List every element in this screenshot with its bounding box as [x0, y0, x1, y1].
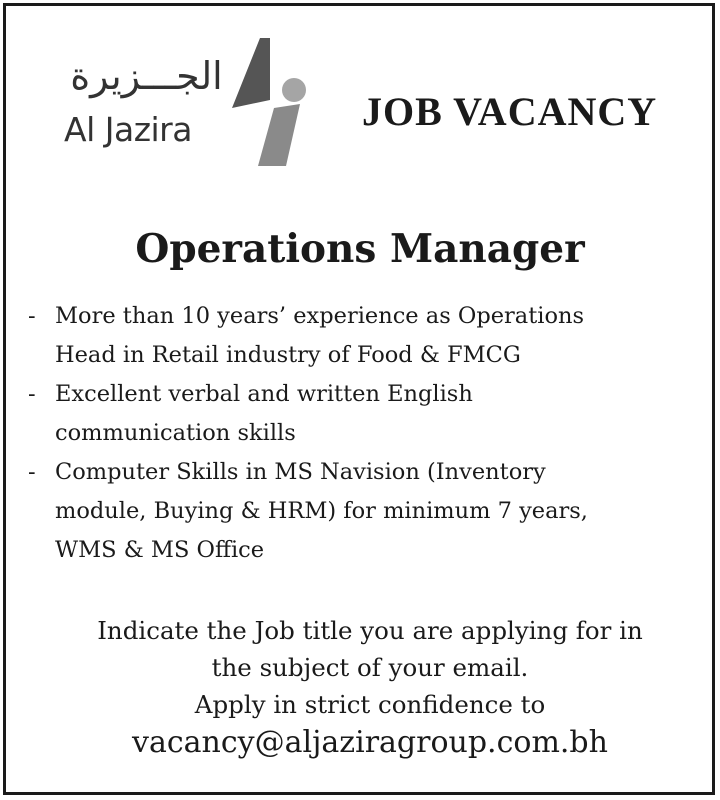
bullet-dash: -: [28, 381, 36, 407]
logo-mark-icon: [230, 38, 312, 168]
apply-line: Apply in strict confidence to: [194, 690, 546, 719]
logo-arabic-text: الجـــزيرة: [70, 54, 223, 98]
requirement-line: Excellent verbal and written English: [55, 381, 473, 407]
job-vacancy-title: JOB VACANCY: [362, 89, 658, 134]
apply-line: Indicate the Job title you are applying for in: [97, 616, 643, 645]
requirement-item: [28, 297, 688, 375]
requirements-list: [28, 297, 688, 570]
logo-latin-text: Al Jazira: [64, 110, 192, 149]
contact-email[interactable]: vacancy@aljaziragroup.com.bh: [132, 725, 608, 760]
apply-line: the subject of your email.: [211, 653, 529, 682]
bullet-dash: -: [28, 459, 36, 485]
requirement-line: communication skills: [55, 420, 296, 446]
requirement-line: More than 10 years’ experience as Operations: [55, 303, 585, 329]
apply-instructions: [0, 612, 720, 723]
bullet-dash: -: [28, 303, 36, 329]
requirement-line: module, Buying & HRM) for minimum 7 years,: [55, 498, 588, 524]
requirement-line: Computer Skills in MS Navision (Inventory: [55, 459, 546, 485]
position-title: Operations Manager: [135, 226, 585, 272]
requirement-line: Head in Retail industry of Food & FMCG: [55, 342, 521, 368]
al-jazira-logo: [62, 38, 312, 168]
requirement-item: [28, 453, 688, 570]
requirement-item: [28, 375, 688, 453]
requirement-line: WMS & MS Office: [55, 537, 265, 563]
